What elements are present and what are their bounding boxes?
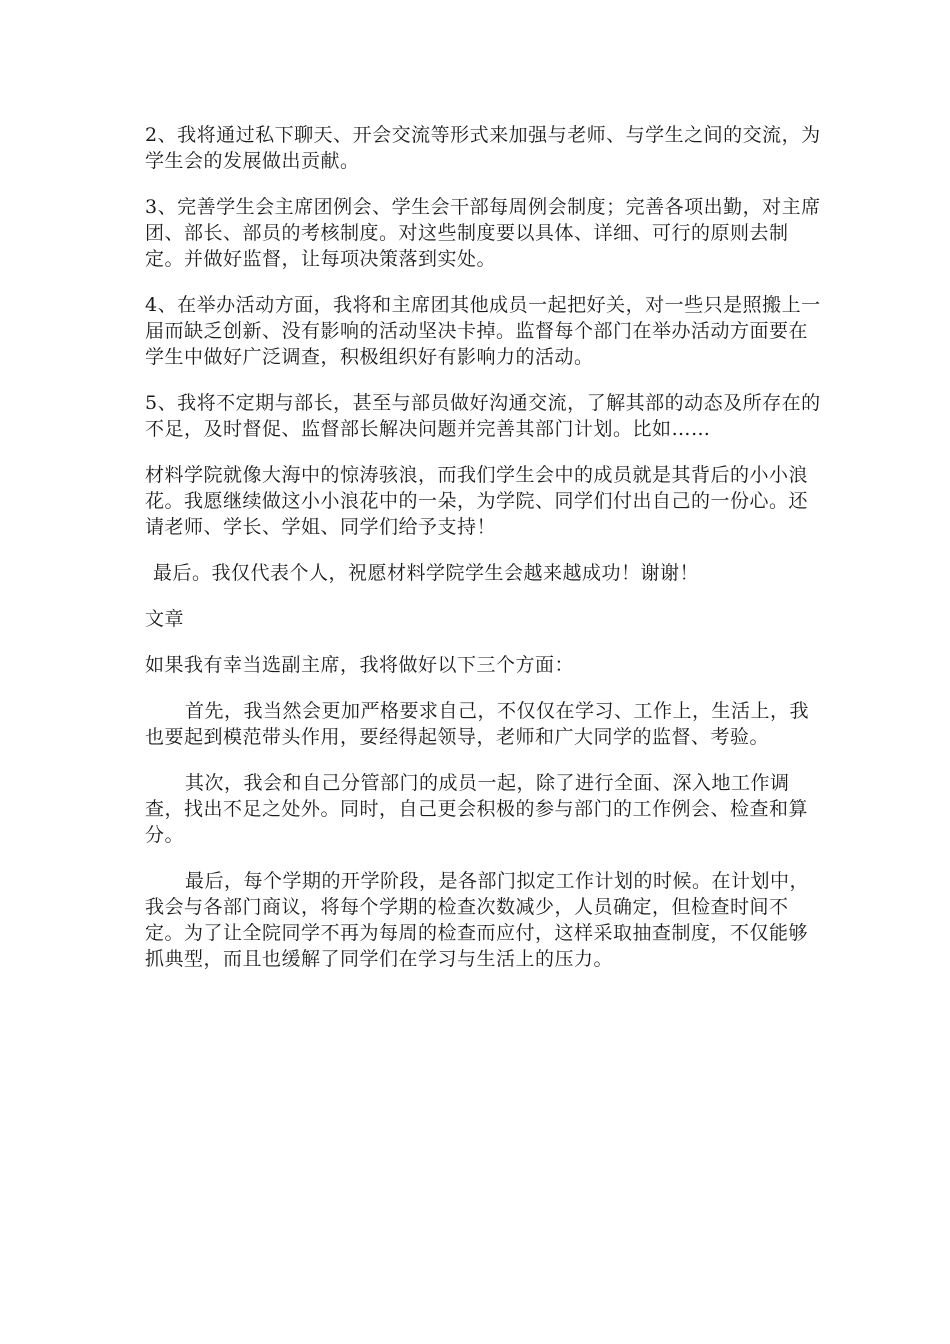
- section-label: 文章: [145, 608, 185, 630]
- paragraph-item-4: 4、在举办活动方面，我将和主席团其他成员一起把好关，对一些只是照搬上一届而缺乏创新、没有影响的活动坚决卡掉。监督每个部门在举办活动方面要在学生中做好广泛调查，积极组织好有影响力的活动。: [145, 294, 821, 368]
- paragraph-first: 首先，我当然会更加严格要求自己，不仅仅在学习、工作上，生活上，我也要起到模范带头作用，要经得起领导，老师和广大同学的监督、考验。: [145, 700, 810, 748]
- document-body: [145, 122, 825, 992]
- paragraph-intro: 如果我有幸当选副主席，我将做好以下三个方面：: [145, 654, 575, 676]
- paragraph-item-2: 2、我将通过私下聊天、开会交流等形式来加强与老师、与学生之间的交流，为学生会的发展做出贡献。: [145, 124, 821, 172]
- paragraph-item-3: 3、完善学生会主席团例会、学生会干部每周例会制度；完善各项出勤，对主席团、部长、部员的考核制度。对这些制度要以具体、详细、可行的原则去制定。并做好监督，让每项决策落到实处。: [145, 196, 821, 270]
- paragraph-second: 其次，我会和自己分管部门的成员一起，除了进行全面、深入地工作调查，找出不足之处外。同时，自己更会积极的参与部门的工作例会、检查和算分。: [145, 772, 809, 846]
- paragraph-closing-thanks: 最后。我仅代表个人，祝愿材料学院学生会越来越成功！谢谢！: [153, 562, 700, 584]
- paragraph-item-5: 5、我将不定期与部长，甚至与部员做好沟通交流，了解其部的动态及所存在的不足，及时督促、监督部长解决问题并完善其部门计划。比如……: [145, 392, 821, 440]
- paragraph-college-metaphor: 材料学院就像大海中的惊涛骇浪，而我们学生会中的成员就是其背后的小小浪花。我愿继续做这小小浪花中的一朵，为学院、同学们付出自己的一份心。还请老师、学长、学姐、同学们给予支持！: [145, 464, 809, 538]
- paragraph-last: 最后，每个学期的开学阶段，是各部门拟定工作计划的时候。在计划中，我会与各部门商议，将每个学期的检查次数减少，人员确定，但检查时间不定。为了让全院同学不再为每周的检查而应付，这样采取抽查制度，不仅能够抓典型，而且也缓解了同学们在学习与生活上的压力。: [145, 870, 810, 970]
